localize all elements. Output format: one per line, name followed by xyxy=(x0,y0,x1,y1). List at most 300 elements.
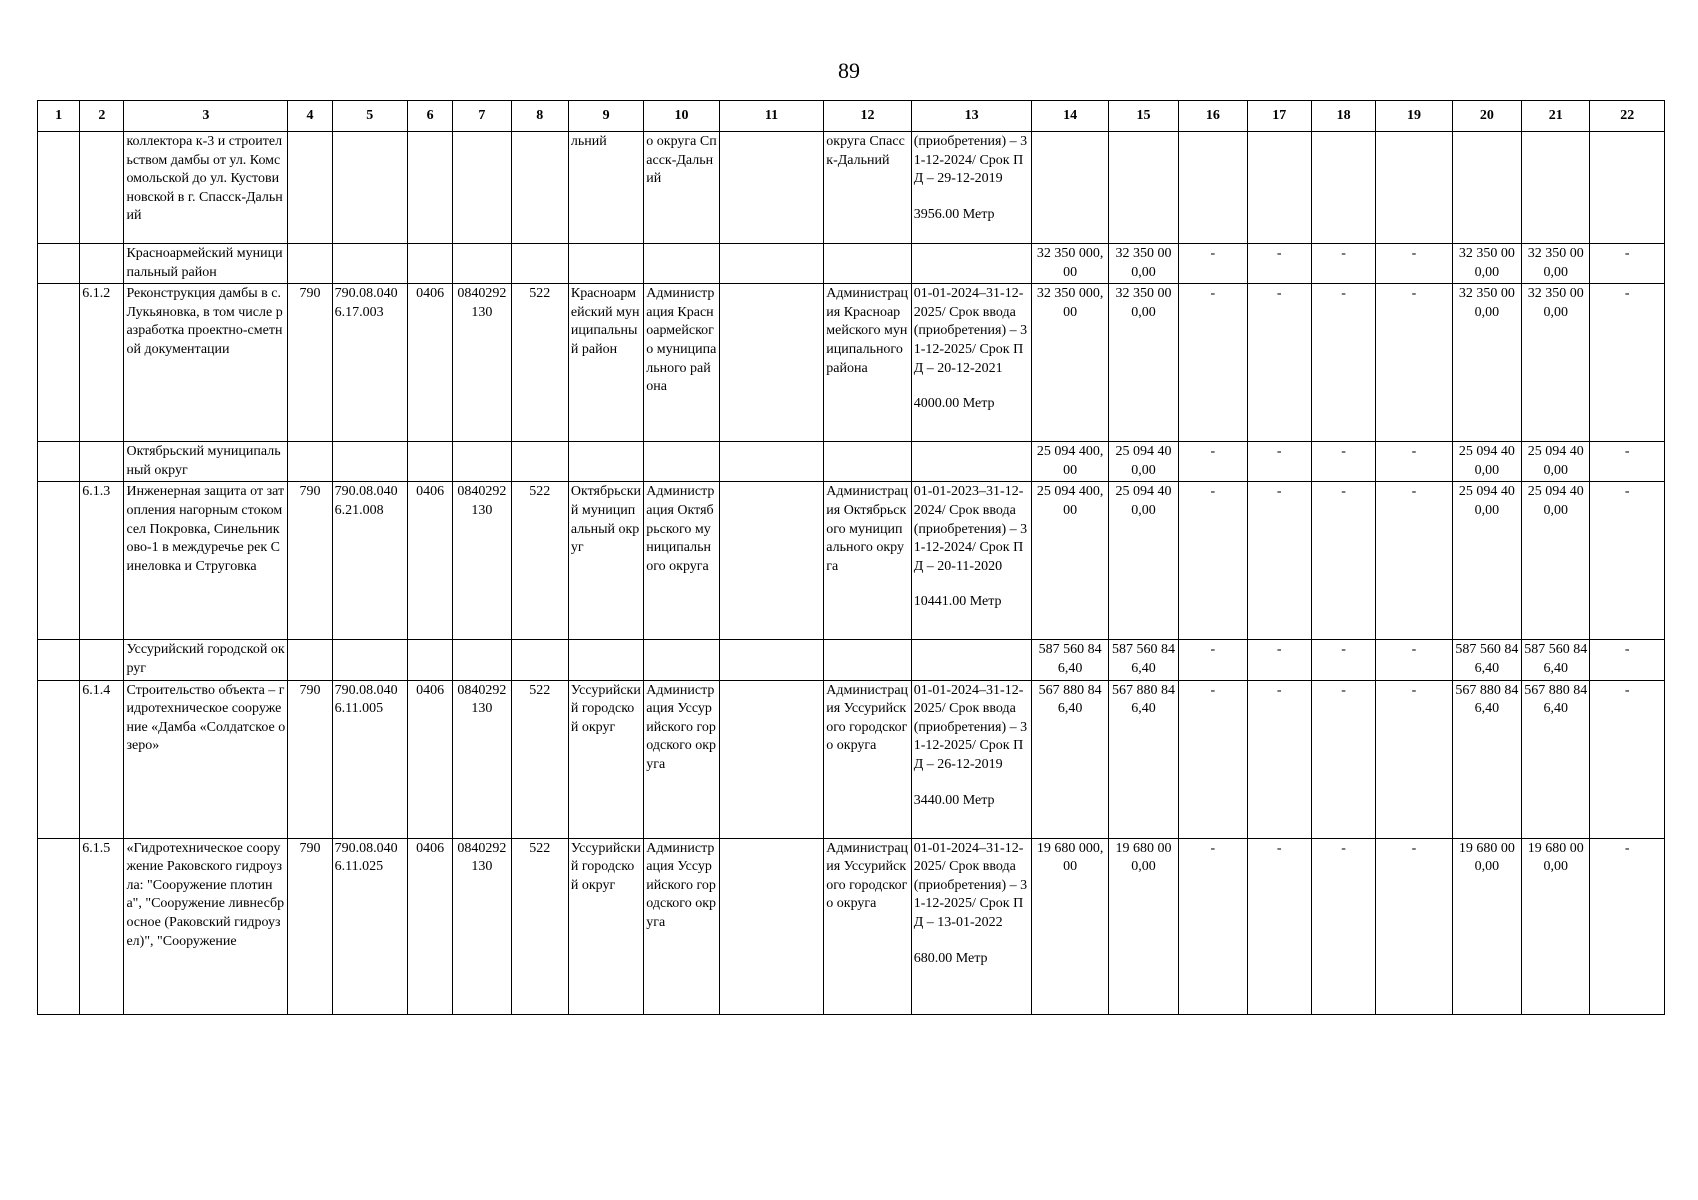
cell-col-16 xyxy=(1179,132,1247,244)
continuation-row xyxy=(38,132,1665,244)
cell-text: 32 350 000,00 xyxy=(1115,286,1172,320)
item-row xyxy=(38,838,1665,1014)
cell-col-4 xyxy=(288,838,332,1014)
cell-text: 522 xyxy=(529,682,551,698)
cell-col-19 xyxy=(1376,132,1452,244)
cell-col-22 xyxy=(1590,132,1665,244)
cell-col-14 xyxy=(1032,482,1108,640)
cell-col-9 xyxy=(568,482,643,640)
column-header-19: 19 xyxy=(1376,101,1452,132)
cell-col-16 xyxy=(1179,640,1247,680)
cell-col-12 xyxy=(824,482,911,640)
cell-text: 587 560 846,40 xyxy=(1455,642,1519,676)
cell-col-13 xyxy=(911,838,1032,1014)
column-header-5: 5 xyxy=(332,101,407,132)
cell-text: 32 350 000,00 xyxy=(1115,246,1172,280)
cell-col-6 xyxy=(408,132,453,244)
cell-col-22 xyxy=(1590,838,1665,1014)
cell-col-18 xyxy=(1311,680,1375,838)
cell-col-15 xyxy=(1108,132,1178,244)
cell-col-9 xyxy=(568,132,643,244)
cell-text: - xyxy=(1210,484,1216,500)
cell-text: 01-01-2024–31-12-2025/ Срок ввода (приобретения) – 31-12-2025/ Срок ПД – 26-12-2019 xyxy=(913,682,1028,772)
cell-col-3 xyxy=(124,284,288,442)
cell-text: 19 680 000,00 xyxy=(1036,840,1104,875)
cell-col-19 xyxy=(1376,482,1452,640)
cell-col-4 xyxy=(288,132,332,244)
cell-col-8 xyxy=(511,838,568,1014)
cell-col-17 xyxy=(1247,482,1311,640)
cell-col-9 xyxy=(568,640,643,680)
cell-col-21 xyxy=(1522,442,1590,482)
cell-text: 25 094 400,00 xyxy=(1527,484,1584,518)
column-header-7: 7 xyxy=(453,101,511,132)
cell-text: 6.1.4 xyxy=(82,682,111,698)
cell-text: - xyxy=(1411,840,1417,856)
cell-text: - xyxy=(1341,246,1346,261)
cell-col-11 xyxy=(719,132,824,244)
cell-text: Администрация Уссурийского городского округа xyxy=(646,682,717,772)
cell-text: - xyxy=(1624,840,1630,856)
cell-text: Реконструкция дамбы в с. Лукьяновка, в том числе разработка проектно-сметной документации xyxy=(126,286,283,357)
column-header-10: 10 xyxy=(644,101,719,132)
column-header-20: 20 xyxy=(1452,101,1521,132)
cell-col-6 xyxy=(408,482,453,640)
cell-col-15 xyxy=(1108,680,1178,838)
cell-col-7 xyxy=(453,482,511,640)
cell-text: - xyxy=(1624,246,1630,261)
cell-col-8 xyxy=(511,442,568,482)
cell-col-12 xyxy=(824,132,911,244)
cell-col-2 xyxy=(80,640,124,680)
cell-col-17 xyxy=(1247,284,1311,442)
cell-col-2 xyxy=(80,132,124,244)
cell-col-5 xyxy=(332,680,407,838)
cell-col-22 xyxy=(1590,482,1665,640)
cell-col-5 xyxy=(332,640,407,680)
cell-text: льний xyxy=(570,134,607,149)
cell-col-11 xyxy=(719,442,824,482)
cell-text: 32 350 000,00 xyxy=(1527,246,1584,280)
cell-text: коллектора к-3 и строительством дамбы от ул. Комсомольской до ул. Кустовиновской в г. Спасск-Дальний xyxy=(126,134,283,224)
length-value: 10441.00 Метр xyxy=(913,594,1002,610)
cell-col-21 xyxy=(1522,640,1590,680)
cell-text: - xyxy=(1411,682,1417,698)
cell-col-20 xyxy=(1452,244,1521,284)
cell-text: - xyxy=(1411,246,1417,261)
cell-text: - xyxy=(1624,642,1630,658)
cell-col-18 xyxy=(1311,482,1375,640)
cell-col-6 xyxy=(408,442,453,482)
cell-text: Уссурийский городской округ xyxy=(570,840,641,893)
cell-col-14 xyxy=(1032,244,1108,284)
cell-col-3 xyxy=(124,640,288,680)
cell-col-5 xyxy=(332,244,407,284)
cell-col-9 xyxy=(568,244,643,284)
cell-text: 567 880 846,40 xyxy=(1112,682,1175,717)
column-header-1: 1 xyxy=(38,101,80,132)
cell-col-1 xyxy=(38,244,80,284)
cell-col-17 xyxy=(1247,640,1311,680)
district-row xyxy=(38,640,1665,680)
column-header-3: 3 xyxy=(124,101,288,132)
item-row xyxy=(38,284,1665,442)
cell-text: - xyxy=(1624,484,1630,500)
cell-text: 790.08.0406.11.025 xyxy=(334,840,398,875)
cell-col-10 xyxy=(644,442,719,482)
cell-col-8 xyxy=(511,680,568,838)
cell-text: - xyxy=(1624,286,1630,302)
cell-text: Администрация Красноармейского муниципального района xyxy=(826,286,909,376)
cell-text: 567 880 846,40 xyxy=(1455,682,1519,717)
cell-col-1 xyxy=(38,442,80,482)
cell-col-2 xyxy=(80,284,124,442)
cell-col-1 xyxy=(38,838,80,1014)
cell-col-21 xyxy=(1522,244,1590,284)
cell-col-12 xyxy=(824,640,911,680)
cell-col-4 xyxy=(288,244,332,284)
cell-col-9 xyxy=(568,680,643,838)
cell-col-16 xyxy=(1179,244,1247,284)
cell-col-9 xyxy=(568,284,643,442)
cell-text: - xyxy=(1624,444,1630,460)
cell-col-15 xyxy=(1108,482,1178,640)
cell-col-18 xyxy=(1311,838,1375,1014)
cell-col-2 xyxy=(80,442,124,482)
cell-col-1 xyxy=(38,284,80,442)
cell-col-22 xyxy=(1590,640,1665,680)
cell-text: 0406 xyxy=(416,840,445,856)
cell-col-9 xyxy=(568,442,643,482)
cell-text: «Гидротехническое сооружение Раковского гидроузла: "Сооружение плотина", "Сооружение ливнесбросное (Раковский гидроузел)", "Сооружение xyxy=(126,840,285,949)
cell-col-11 xyxy=(719,838,824,1014)
cell-text: 587 560 846,40 xyxy=(1524,642,1588,676)
cell-col-4 xyxy=(288,640,332,680)
cell-text: - xyxy=(1411,484,1417,500)
cell-text: 25 094 400,00 xyxy=(1036,444,1104,478)
cell-text: 19 680 000,00 xyxy=(1458,840,1515,875)
cell-col-10 xyxy=(644,132,719,244)
length-value: 3956.00 Метр xyxy=(913,206,995,222)
cell-text: 19 680 000,00 xyxy=(1115,840,1172,875)
cell-col-5 xyxy=(332,132,407,244)
cell-text: 587 560 846,40 xyxy=(1112,642,1175,676)
cell-col-20 xyxy=(1452,284,1521,442)
cell-col-5 xyxy=(332,284,407,442)
cell-text: 790.08.0406.21.008 xyxy=(334,484,398,518)
header-row xyxy=(38,101,1665,132)
cell-col-12 xyxy=(824,244,911,284)
budget-table xyxy=(37,100,1665,1015)
cell-col-16 xyxy=(1179,284,1247,442)
cell-text: - xyxy=(1341,682,1346,698)
cell-col-8 xyxy=(511,284,568,442)
cell-text: - xyxy=(1624,682,1630,698)
cell-col-18 xyxy=(1311,244,1375,284)
cell-col-13 xyxy=(911,132,1032,244)
cell-text: 01-01-2024–31-12-2025/ Срок ввода (приобретения) – 31-12-2025/ Срок ПД – 13-01-2022 xyxy=(913,840,1028,930)
cell-col-22 xyxy=(1590,244,1665,284)
cell-col-2 xyxy=(80,838,124,1014)
cell-col-20 xyxy=(1452,640,1521,680)
cell-text: о округа Спасск-Дальний xyxy=(646,134,717,187)
cell-text: 0840292130 xyxy=(457,484,507,518)
cell-col-14 xyxy=(1032,640,1108,680)
cell-col-17 xyxy=(1247,442,1311,482)
cell-text: - xyxy=(1341,484,1346,500)
cell-col-5 xyxy=(332,442,407,482)
column-header-13: 13 xyxy=(911,101,1032,132)
cell-col-10 xyxy=(644,640,719,680)
cell-text: - xyxy=(1210,642,1216,658)
cell-col-22 xyxy=(1590,284,1665,442)
cell-col-7 xyxy=(453,680,511,838)
cell-col-13 xyxy=(911,442,1032,482)
cell-col-8 xyxy=(511,244,568,284)
cell-col-18 xyxy=(1311,284,1375,442)
length-value: 680.00 Метр xyxy=(913,950,988,966)
cell-text: - xyxy=(1276,444,1282,460)
cell-text: - xyxy=(1341,444,1346,460)
cell-text: (приобретения) – 31-12-2024/ Срок ПД – 29-12-2019 xyxy=(913,134,1028,187)
length-value: 4000.00 Метр xyxy=(913,396,995,412)
cell-text: - xyxy=(1341,840,1346,856)
cell-text: 0840292130 xyxy=(457,286,507,320)
cell-col-15 xyxy=(1108,442,1178,482)
cell-col-3 xyxy=(124,838,288,1014)
table-body xyxy=(38,132,1665,1015)
district-row xyxy=(38,244,1665,284)
cell-text: 32 350 000,00 xyxy=(1527,286,1584,320)
cell-col-1 xyxy=(38,640,80,680)
cell-col-21 xyxy=(1522,680,1590,838)
cell-col-10 xyxy=(644,482,719,640)
cell-text: - xyxy=(1276,246,1282,261)
cell-text: Администрация Уссурийского городского округа xyxy=(646,840,717,930)
cell-col-3 xyxy=(124,244,288,284)
cell-text: - xyxy=(1210,840,1216,856)
cell-text: 25 094 400,00 xyxy=(1036,484,1104,518)
cell-text: Администрация Уссурийского городского округа xyxy=(826,682,909,754)
cell-col-22 xyxy=(1590,442,1665,482)
cell-text: 25 094 400,00 xyxy=(1527,444,1584,478)
column-header-21: 21 xyxy=(1522,101,1590,132)
cell-col-17 xyxy=(1247,838,1311,1014)
cell-text: 0406 xyxy=(416,286,445,302)
cell-text: - xyxy=(1210,246,1216,261)
cell-text: Администрация Октябрьского муниципального округа xyxy=(826,484,909,574)
cell-text: 790.08.0406.17.003 xyxy=(334,286,398,320)
cell-col-22 xyxy=(1590,680,1665,838)
cell-text: Уссурийский городской округ xyxy=(126,642,285,676)
cell-col-11 xyxy=(719,640,824,680)
cell-text: Красноармейский муниципальный район xyxy=(126,246,283,280)
cell-col-7 xyxy=(453,132,511,244)
cell-col-14 xyxy=(1032,680,1108,838)
cell-text: Красноармейский муниципальный район xyxy=(570,286,640,357)
column-header-12: 12 xyxy=(824,101,911,132)
cell-col-1 xyxy=(38,482,80,640)
cell-text: - xyxy=(1276,484,1282,500)
cell-col-8 xyxy=(511,640,568,680)
cell-col-14 xyxy=(1032,132,1108,244)
cell-col-12 xyxy=(824,284,911,442)
cell-text: Строительство объекта – гидротехническое сооружение «Дамба «Солдатское озеро» xyxy=(126,682,286,754)
cell-col-10 xyxy=(644,284,719,442)
cell-col-17 xyxy=(1247,132,1311,244)
cell-col-5 xyxy=(332,482,407,640)
item-row xyxy=(38,680,1665,838)
cell-text: 790 xyxy=(299,840,321,856)
cell-col-4 xyxy=(288,482,332,640)
cell-col-2 xyxy=(80,244,124,284)
cell-text: 0840292130 xyxy=(457,682,507,717)
cell-col-17 xyxy=(1247,680,1311,838)
cell-col-7 xyxy=(453,640,511,680)
column-header-2: 2 xyxy=(80,101,124,132)
cell-text: Октябрьский муниципальный округ xyxy=(570,484,641,556)
cell-col-15 xyxy=(1108,838,1178,1014)
cell-text: 6.1.3 xyxy=(82,484,111,500)
cell-col-2 xyxy=(80,680,124,838)
cell-col-11 xyxy=(719,680,824,838)
cell-text: Октябрьский муниципальный округ xyxy=(126,444,281,478)
cell-text: - xyxy=(1210,682,1216,698)
cell-text: - xyxy=(1341,286,1346,302)
cell-col-1 xyxy=(38,680,80,838)
cell-col-11 xyxy=(719,244,824,284)
cell-text: 522 xyxy=(529,484,551,500)
cell-col-13 xyxy=(911,244,1032,284)
cell-text: 32 350 000,00 xyxy=(1458,286,1515,320)
cell-text: - xyxy=(1276,840,1282,856)
cell-col-3 xyxy=(124,442,288,482)
cell-col-10 xyxy=(644,680,719,838)
cell-col-3 xyxy=(124,132,288,244)
cell-col-16 xyxy=(1179,680,1247,838)
column-header-22: 22 xyxy=(1590,101,1665,132)
cell-text: 25 094 400,00 xyxy=(1115,484,1172,518)
cell-col-21 xyxy=(1522,838,1590,1014)
cell-text: - xyxy=(1276,286,1282,302)
cell-col-13 xyxy=(911,482,1032,640)
cell-text: 32 350 000,00 xyxy=(1036,246,1104,280)
cell-col-10 xyxy=(644,244,719,284)
cell-col-14 xyxy=(1032,284,1108,442)
cell-col-6 xyxy=(408,244,453,284)
cell-col-8 xyxy=(511,482,568,640)
cell-text: 25 094 400,00 xyxy=(1458,444,1515,478)
cell-col-13 xyxy=(911,284,1032,442)
cell-text: 0406 xyxy=(416,484,445,500)
cell-text: Администрация Октябрьского муниципального округа xyxy=(646,484,715,574)
cell-col-7 xyxy=(453,442,511,482)
cell-text: 587 560 846,40 xyxy=(1038,642,1102,676)
cell-text: 790 xyxy=(299,682,321,698)
cell-text: Администрация Красноармейского муниципального района xyxy=(646,286,717,395)
cell-text: - xyxy=(1341,642,1346,658)
cell-col-1 xyxy=(38,132,80,244)
cell-col-5 xyxy=(332,838,407,1014)
cell-col-11 xyxy=(719,482,824,640)
cell-col-15 xyxy=(1108,244,1178,284)
cell-col-10 xyxy=(644,838,719,1014)
cell-col-4 xyxy=(288,284,332,442)
cell-col-8 xyxy=(511,132,568,244)
cell-text: Инженерная защита от затопления нагорным стоком сел Покровка, Синельниково-1 в междуречье рек Синеловка и Струговка xyxy=(126,484,285,574)
cell-col-21 xyxy=(1522,482,1590,640)
cell-text: 25 094 400,00 xyxy=(1115,444,1172,478)
cell-col-3 xyxy=(124,680,288,838)
cell-text: 0406 xyxy=(416,682,445,698)
cell-col-15 xyxy=(1108,640,1178,680)
cell-col-4 xyxy=(288,680,332,838)
cell-col-21 xyxy=(1522,132,1590,244)
cell-text: 25 094 400,00 xyxy=(1458,484,1515,518)
cell-col-15 xyxy=(1108,284,1178,442)
cell-col-7 xyxy=(453,244,511,284)
cell-col-6 xyxy=(408,680,453,838)
cell-text: 790 xyxy=(299,484,321,500)
cell-text: 790 xyxy=(299,286,321,302)
cell-col-16 xyxy=(1179,838,1247,1014)
cell-text: - xyxy=(1411,286,1417,302)
cell-text: 01-01-2024–31-12-2025/ Срок ввода (приобретения) – 31-12-2025/ Срок ПД – 20-12-2021 xyxy=(913,286,1028,376)
cell-col-19 xyxy=(1376,284,1452,442)
cell-text: - xyxy=(1411,444,1417,460)
cell-col-20 xyxy=(1452,680,1521,838)
cell-col-3 xyxy=(124,482,288,640)
cell-text: 567 880 846,40 xyxy=(1038,682,1102,717)
cell-col-18 xyxy=(1311,442,1375,482)
cell-text: 790.08.0406.11.005 xyxy=(334,682,398,717)
cell-col-4 xyxy=(288,442,332,482)
column-header-11: 11 xyxy=(719,101,824,132)
cell-text: 0840292130 xyxy=(457,840,507,875)
cell-col-19 xyxy=(1376,244,1452,284)
cell-text: 32 350 000,00 xyxy=(1458,246,1515,280)
cell-text: Администрация Уссурийского городского округа xyxy=(826,840,909,912)
cell-col-14 xyxy=(1032,838,1108,1014)
cell-text: 522 xyxy=(529,840,551,856)
column-header-8: 8 xyxy=(511,101,568,132)
cell-text: - xyxy=(1210,444,1216,460)
cell-col-11 xyxy=(719,284,824,442)
cell-col-14 xyxy=(1032,442,1108,482)
cell-text: 522 xyxy=(529,286,551,302)
column-header-16: 16 xyxy=(1179,101,1247,132)
district-row xyxy=(38,442,1665,482)
cell-text: 19 680 000,00 xyxy=(1527,840,1584,875)
cell-text: - xyxy=(1411,642,1417,658)
cell-col-18 xyxy=(1311,640,1375,680)
cell-col-12 xyxy=(824,680,911,838)
cell-text: - xyxy=(1276,682,1282,698)
cell-col-6 xyxy=(408,838,453,1014)
cell-text: - xyxy=(1210,286,1216,302)
cell-col-13 xyxy=(911,640,1032,680)
column-header-15: 15 xyxy=(1108,101,1178,132)
cell-col-7 xyxy=(453,838,511,1014)
cell-text: 6.1.2 xyxy=(82,286,111,302)
cell-col-19 xyxy=(1376,640,1452,680)
cell-text: 32 350 000,00 xyxy=(1036,286,1104,320)
column-header-6: 6 xyxy=(408,101,453,132)
cell-col-20 xyxy=(1452,482,1521,640)
cell-col-19 xyxy=(1376,680,1452,838)
cell-col-13 xyxy=(911,680,1032,838)
cell-col-6 xyxy=(408,640,453,680)
